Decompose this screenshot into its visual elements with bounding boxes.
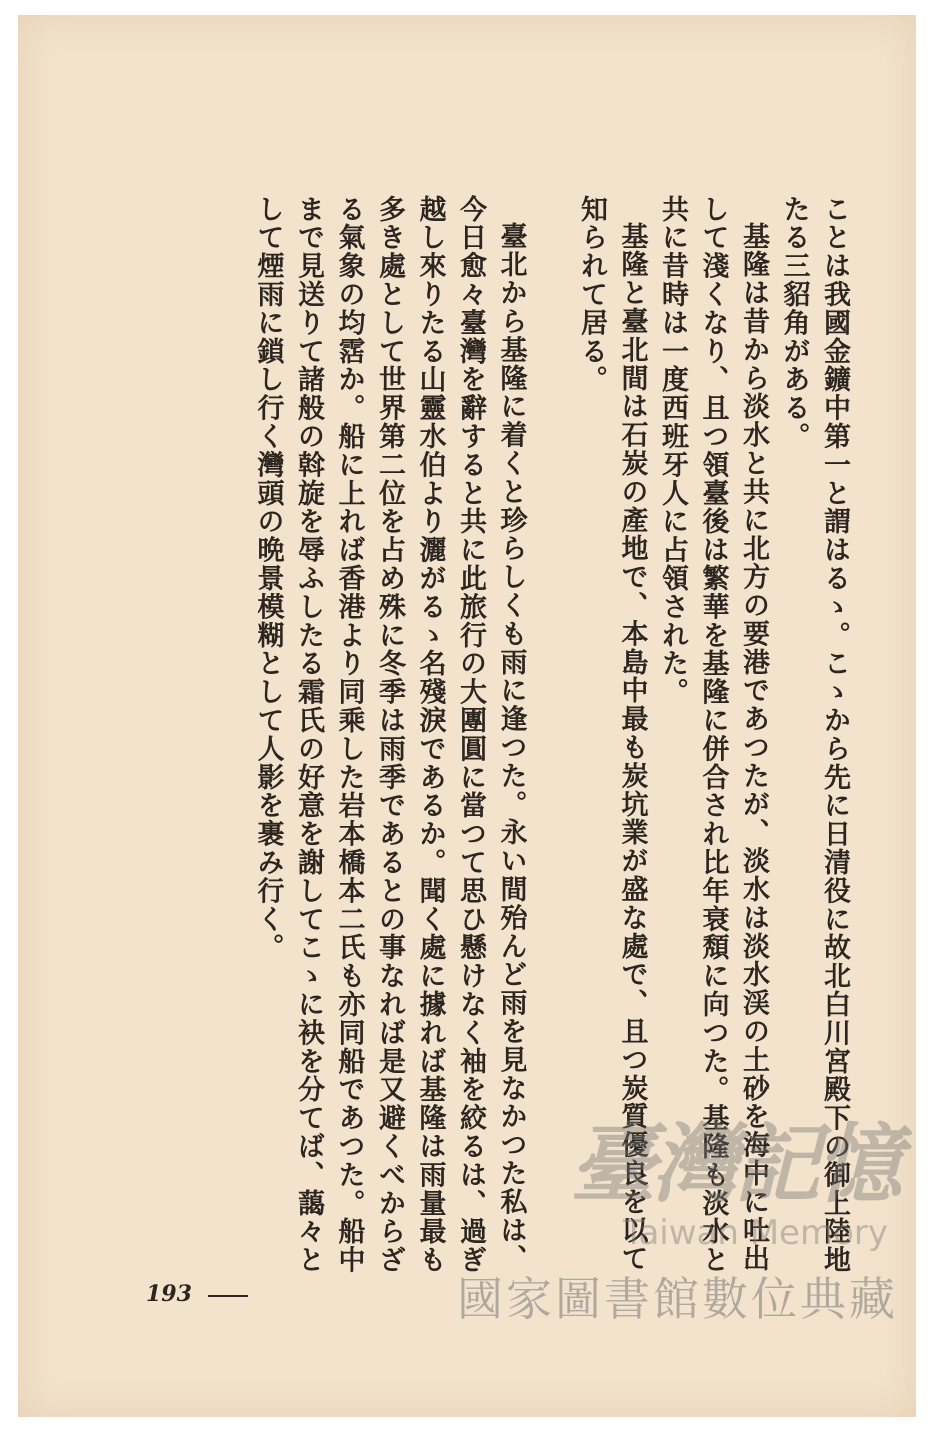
paragraph-keelung-history: 基隆は昔から淡水と共に北方の要港であつたが、淡水は淡水渓の土砂を海中に吐出して淺くなり、且つ領臺後は繁華を基隆に併合され比年衰頽に向つた。基隆も淡水と共に昔時は一度西班牙人に占領された。 <box>657 195 769 1275</box>
book-page <box>18 15 916 1417</box>
watermark-library-text: 國家圖書館數位典藏 <box>457 1272 898 1326</box>
watermark-english-text: Taiwan Memory <box>623 1213 888 1253</box>
paragraph-continuation: ことは我國金鑛中第一と謂はるゝ。こゝから先に日清役に故北白川宮殿下の御上陸地たる三貂角がある。 <box>778 195 850 1275</box>
vertical-text-block <box>247 195 854 1275</box>
watermark-brush-logo: 臺灣記憶 <box>570 1114 898 1215</box>
paragraph-coal-region: 基隆と臺北間は石炭の產地で、本島中最も炭坑業が盛な處で、且つ炭質優良を以て知られて居る。 <box>576 195 648 1273</box>
paragraph-departure: 臺北から基隆に着くと珍らしくも雨に逢つた。永い間殆んど雨を見なかつた私は、今日愈々臺灣を辭すると共に此旅行の大團圓に當つて思ひ懸けなく袖を絞るは、過ぎ越し來りたる山靈水伯より灑がるゝ名殘淚であるか。聞く處に據れば基隆は雨量最も多き處として世界第二位を占め殊に冬季は雨季であるとの事なれば是又避くべからざる氣象の均霑か。船に上れば香港より同乘した岩本橋本二氏も亦同船であつた。船中まで見送りて諸般の斡旋を辱ふしたる霜氏の好意を謝してこゝに袂を分てば、藹々として煙雨に鎖し行く灣頭の晩景模糊として人影を裹み行く。 <box>252 195 527 1275</box>
page-number-rule <box>208 1295 248 1297</box>
page-number: 193 <box>146 1281 192 1307</box>
